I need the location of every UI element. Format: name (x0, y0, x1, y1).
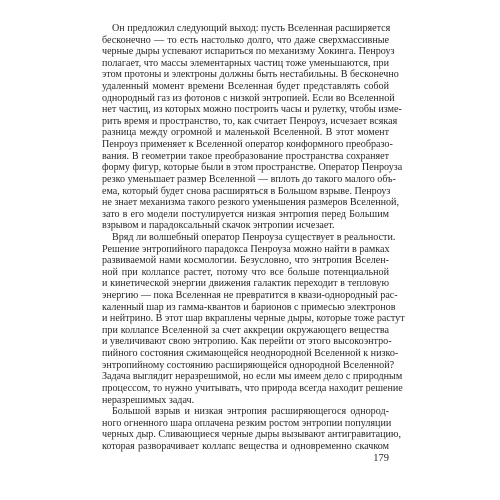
text-line: и увеличивают свою энтропию. Как перейти от этого высокоэнтро- (102, 336, 392, 348)
text-line: бесконечно — то есть настолько долго, что даже сверхмассивные (102, 34, 389, 46)
text-line: пийного состояния сжимающейся неоднородной Вселенной к низко- (102, 348, 399, 360)
text-line: вания. В геометрии такое преобразование пространства сохраняет (102, 150, 389, 162)
text-line: Вряд ли волшебный оператор Пенроуза существует в реальности. (112, 231, 396, 243)
text-line: нет частиц, из которых можно построить часы и рулетку, чтобы изме- (102, 104, 402, 116)
text-line: форму фигур, которые были в этом пространстве. Оператор Пенроуза (102, 162, 403, 174)
text-line: при коллапсе Вселенной за счет аккреции окружающего вещества (102, 324, 389, 336)
text-line: каленный шар из гамма-квантов и барионов с примесью электронов (102, 301, 396, 313)
text-line: ной при коллапсе растет, потому что все больше потенциальной (102, 266, 389, 278)
text-line: Пенроуз применяет к Вселенной оператор конформного преобразо- (102, 139, 393, 151)
text-line: Решение энтропийного парадокса Пенроуза можно найти в рамках (102, 243, 390, 255)
body-text (102, 23, 405, 453)
text-line: ема, который будет снова расширяться в Большом взрыве. Пенроуз (102, 185, 391, 197)
text-line: однородный газ из фотонов с низкой энтропией. Если во Вселенной (102, 92, 395, 104)
text-line: резко уменьшает размер Вселенной — вплоть до такого малого объ- (102, 173, 396, 185)
text-line: полагает, что массы элементарных частиц тоже уменьшаются, при (102, 57, 389, 69)
text-line: которая разворачивает коллапс вещества и одновременно скачком (102, 440, 389, 452)
text-line: зато в его модели постулируется низкая энтропия перед Большим (102, 208, 389, 220)
text-line: черных дыр. Сливающиеся черные дыры вызывают антигравитацию, (102, 429, 401, 441)
text-line: удаленный момент времени Вселенная будет представлять собой (102, 81, 389, 93)
text-line: процессом, то нужно учитывать, что природа всегда находит решение (102, 382, 403, 394)
text-line: и нейтрино. В этот шар вкраплены черные дыры, которые тоже растут (102, 313, 405, 325)
text-line: Задача выглядит неразрешимой, но если мы имеем дело с природным (102, 371, 403, 383)
text-line: рить время и пространство, то, как считает Пенроуз, исчезает всякая (102, 115, 398, 127)
text-line: этом протоны и электроны должны быть нестабильны. В бесконечно (102, 69, 399, 81)
text-line: энтропийному состоянию расширяющейся однородной Вселенной? (102, 359, 395, 371)
text-line: неразрешимых задач. (102, 394, 195, 406)
text-line: и кинетической энергии движения галактик переходит в тепловую (102, 278, 389, 290)
text-line: не знает механизма такого резкого уменьшения размеров Вселенной, (102, 197, 399, 209)
text-line: взрывом и парадоксальный скачок энтропии исчезает. (102, 220, 335, 232)
page-number: 179 (373, 453, 389, 464)
text-line: разница между огромной и маленькой Вселенной. В этот момент (102, 127, 389, 139)
text-line: энергию — пока Вселенная не превратится в квази-однородный рас- (102, 290, 398, 302)
text-line: ного огненного шара оплачена резким ростом энтропии популяции (102, 417, 392, 429)
text-line: развиваемой нами космологии. Безусловно, что энтропия Вселен- (102, 255, 389, 267)
text-line: Большой взрыв и низкая энтропия расширяющегося однород- (112, 406, 389, 418)
text-line: черные дыры успевают испариться по механизму Хокинга. Пенроуз (102, 46, 395, 58)
text-line: Он предложил следующий выход: пусть Вселенная расширяется (112, 23, 391, 34)
